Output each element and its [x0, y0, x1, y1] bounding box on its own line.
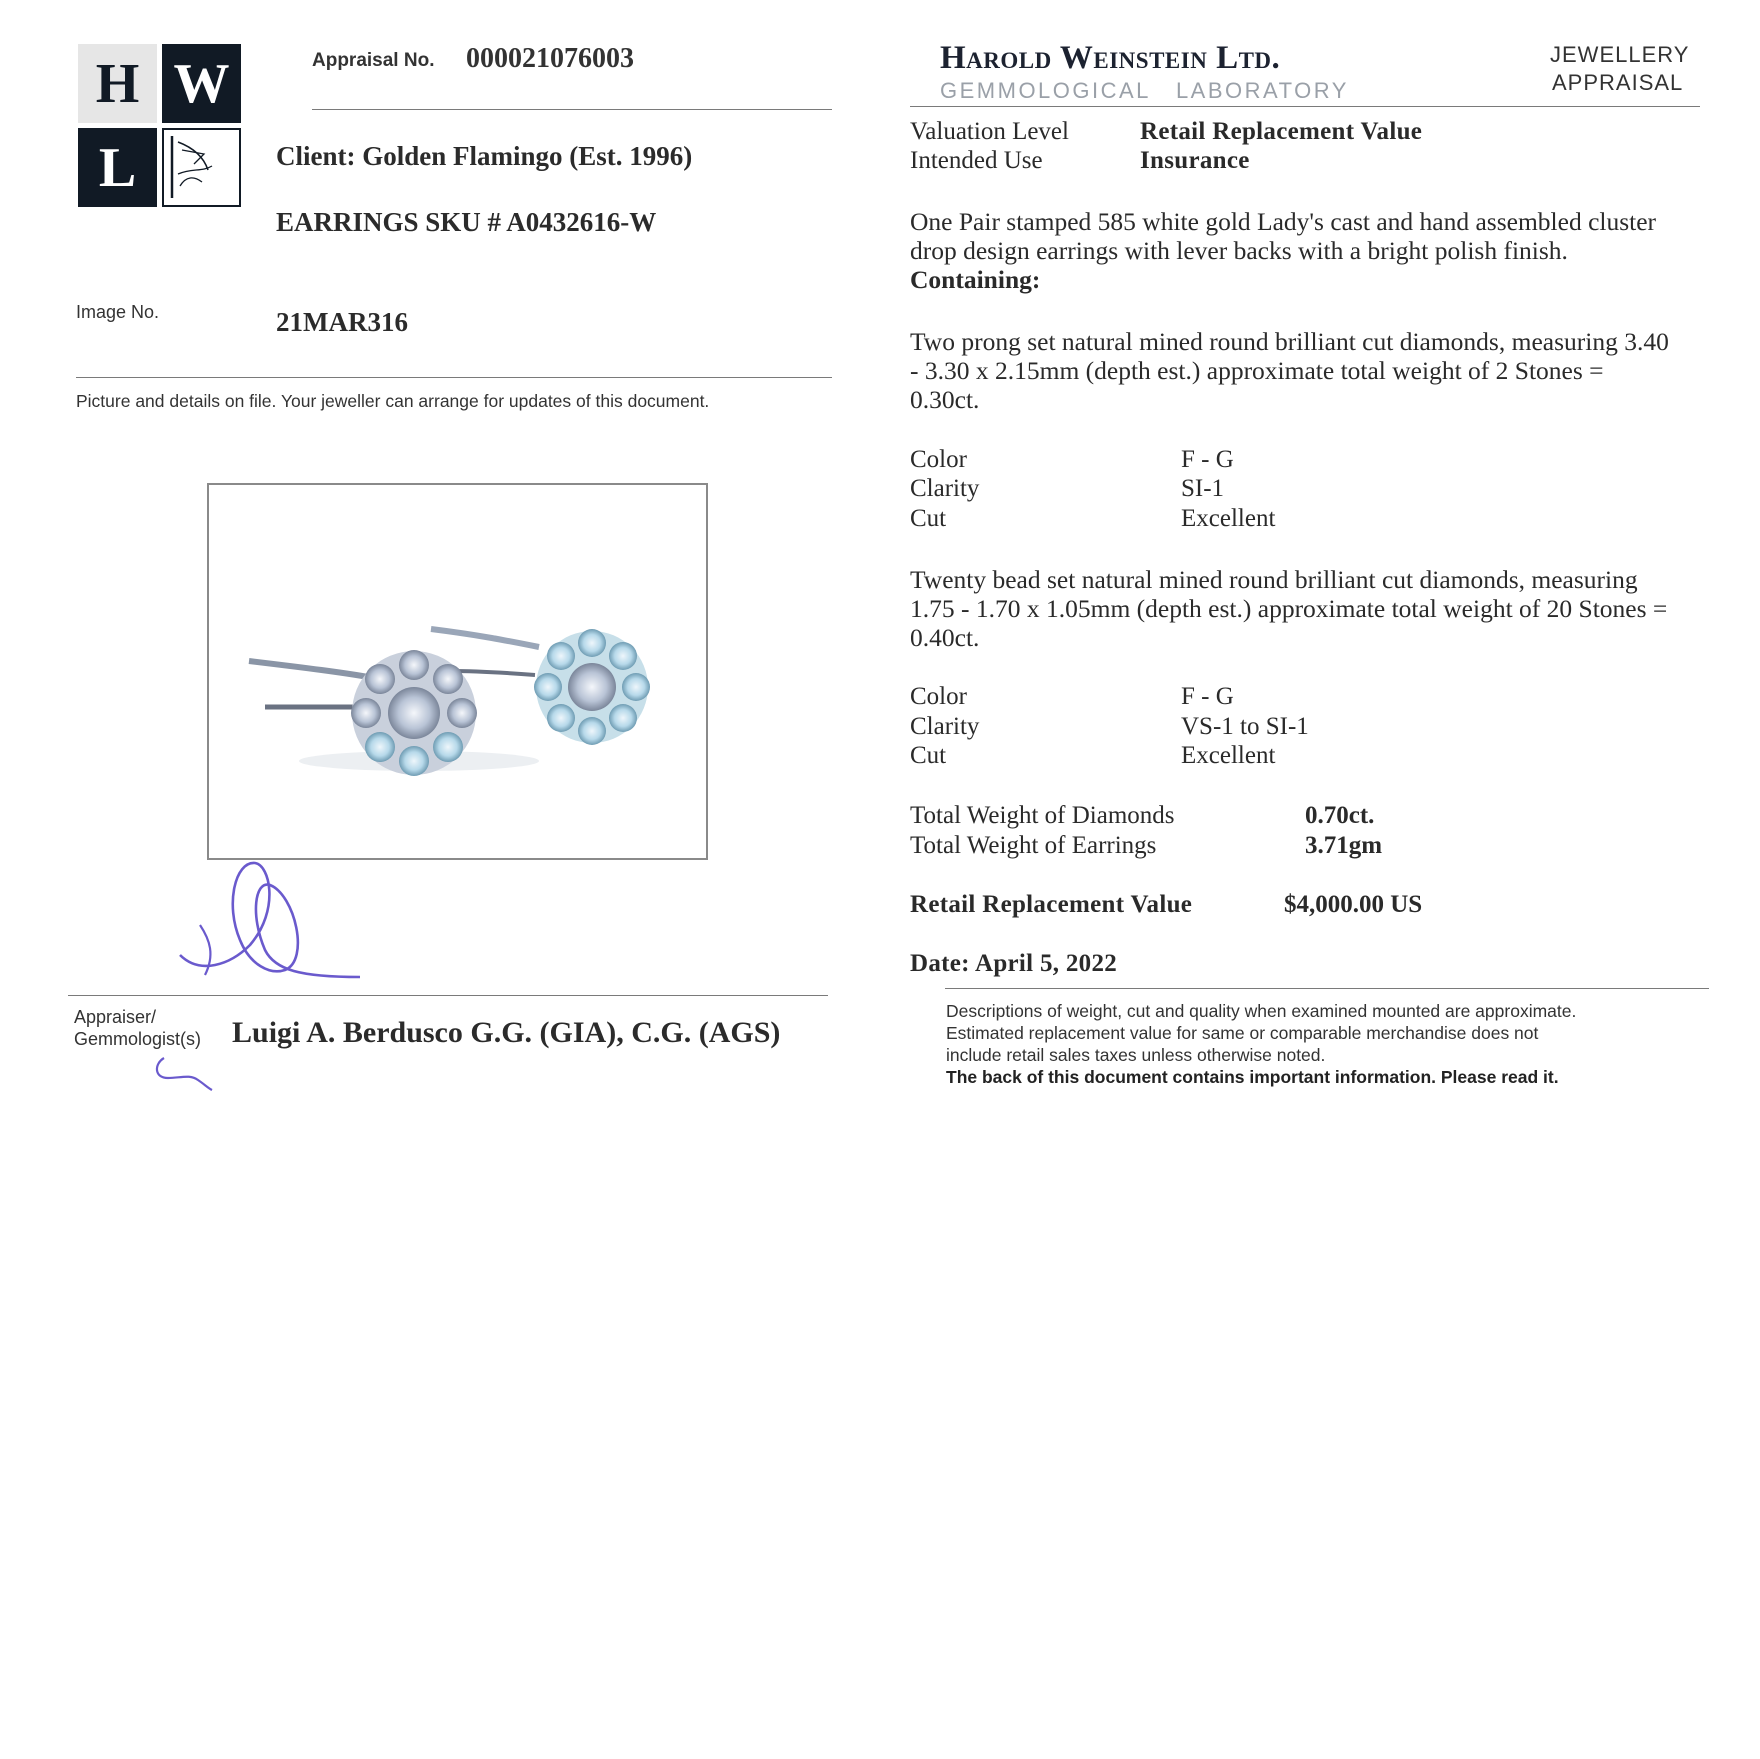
logo-cell-l: [78, 128, 157, 207]
retail-value-label: Retail Replacement Value: [910, 891, 1193, 918]
flamingo-emblem-icon: [164, 130, 239, 205]
logo-letter-h: H: [95, 52, 140, 115]
stones-1-cut-label: Cut: [910, 505, 947, 532]
item-description: [910, 207, 1670, 294]
disclaimer-line4: The back of this document contains important information. Please read it.: [946, 1067, 1559, 1087]
stones-1-cut-value: Excellent: [1181, 505, 1276, 532]
client-line: Client: Golden Flamingo (Est. 1996): [276, 141, 693, 171]
earrings-illustration: [209, 485, 706, 858]
header-rule: [910, 106, 1700, 107]
sku-line: EARRINGS SKU # A0432616-W: [276, 207, 657, 237]
logo-letter-l: L: [98, 136, 137, 199]
stones-1-color-label: Color: [910, 446, 967, 473]
stones-2-color-label: Color: [910, 683, 967, 710]
stones-2-description: Twenty bead set natural mined round brilliant cut diamonds, measuring 1.75 - 1.70 x 1.05mm (depth est.) approximate total weight of 20 Stones = 0.40ct.: [910, 565, 1668, 652]
containing-label: Containing:: [910, 265, 1041, 294]
appraisal-number: 000021076003: [466, 43, 634, 74]
disclaimer-line2: Estimated replacement value for same or comparable merchandise does not: [946, 1023, 1539, 1043]
company-name: Harold Weinstein Ltd.: [940, 40, 1281, 76]
details-notice: Picture and details on file. Your jeweller can arrange for updates of this document.: [76, 391, 710, 411]
lab-subtitle: GEMMOLOGICAL LABORATORY: [940, 78, 1349, 103]
intended-use-value: Insurance: [1140, 147, 1250, 174]
left-earring-cluster: [351, 650, 477, 776]
image-no-value: 21MAR316: [276, 307, 408, 337]
total-diamonds-value: 0.70ct.: [1305, 802, 1375, 829]
appraiser-label-line1: Appraiser/: [74, 1007, 157, 1027]
stones-1-clarity-label: Clarity: [910, 475, 980, 502]
logo-cell-w: [162, 44, 241, 123]
appraisal-rule: [312, 109, 832, 110]
image-no-label: Image No.: [76, 302, 160, 322]
disclaimer-line1: Descriptions of weight, cut and quality when examined mounted are approximate.: [946, 1001, 1577, 1021]
stones-2-color-value: F - G: [1181, 683, 1234, 710]
intended-use-label: Intended Use: [910, 147, 1043, 174]
stones-1-color-value: F - G: [1181, 446, 1234, 473]
signature-rule: [68, 995, 828, 996]
disclaimer-rule: [945, 988, 1709, 989]
stones-2-cut-value: Excellent: [1181, 742, 1276, 769]
item-description-text: One Pair stamped 585 white gold Lady's cast and hand assembled cluster drop design earrings with lever backs with a bright polish finish.: [910, 207, 1657, 265]
appraiser-signature: [170, 855, 370, 995]
valuation-level-label: Valuation Level: [910, 118, 1069, 145]
total-earrings-value: 3.71gm: [1305, 832, 1383, 859]
logo-cell-emblem: [162, 128, 241, 207]
earrings-photo: [207, 483, 708, 860]
appraiser-initials-signature: [150, 1050, 220, 1095]
logo-letter-w: W: [173, 52, 230, 115]
stones-2-clarity-label: Clarity: [910, 713, 980, 740]
valuation-level-value: Retail Replacement Value: [1140, 118, 1423, 145]
disclaimer-line3: include retail sales taxes unless otherwise noted.: [946, 1045, 1326, 1065]
image-no-rule: [76, 377, 832, 378]
stones-1-description: Two prong set natural mined round brilliant cut diamonds, measuring 3.40 - 3.30 x 2.15mm (depth est.) approximate total weight of 2 Stones = 0.30ct.: [910, 327, 1669, 414]
doc-type-line1: JEWELLERY: [1550, 42, 1690, 67]
stones-2-cut-label: Cut: [910, 742, 947, 769]
appraisal-date: Date: April 5, 2022: [910, 950, 1118, 977]
total-diamonds-label: Total Weight of Diamonds: [910, 802, 1175, 829]
appraiser-name: Luigi A. Berdusco G.G. (GIA), C.G. (AGS): [232, 1016, 781, 1049]
total-earrings-label: Total Weight of Earrings: [910, 832, 1157, 859]
right-earring-cluster: [534, 629, 650, 745]
stones-1-clarity-value: SI-1: [1181, 475, 1225, 502]
appraisal-label: Appraisal No.: [312, 50, 435, 71]
stones-2-clarity-value: VS-1 to SI-1: [1181, 713, 1309, 740]
doc-type-line2: APPRAISAL: [1552, 70, 1684, 95]
hwl-logo: [78, 44, 244, 210]
appraiser-label-line2: Gemmologist(s): [74, 1029, 202, 1049]
logo-cell-h: [78, 44, 157, 123]
retail-value-amount: $4,000.00 US: [1284, 891, 1423, 918]
